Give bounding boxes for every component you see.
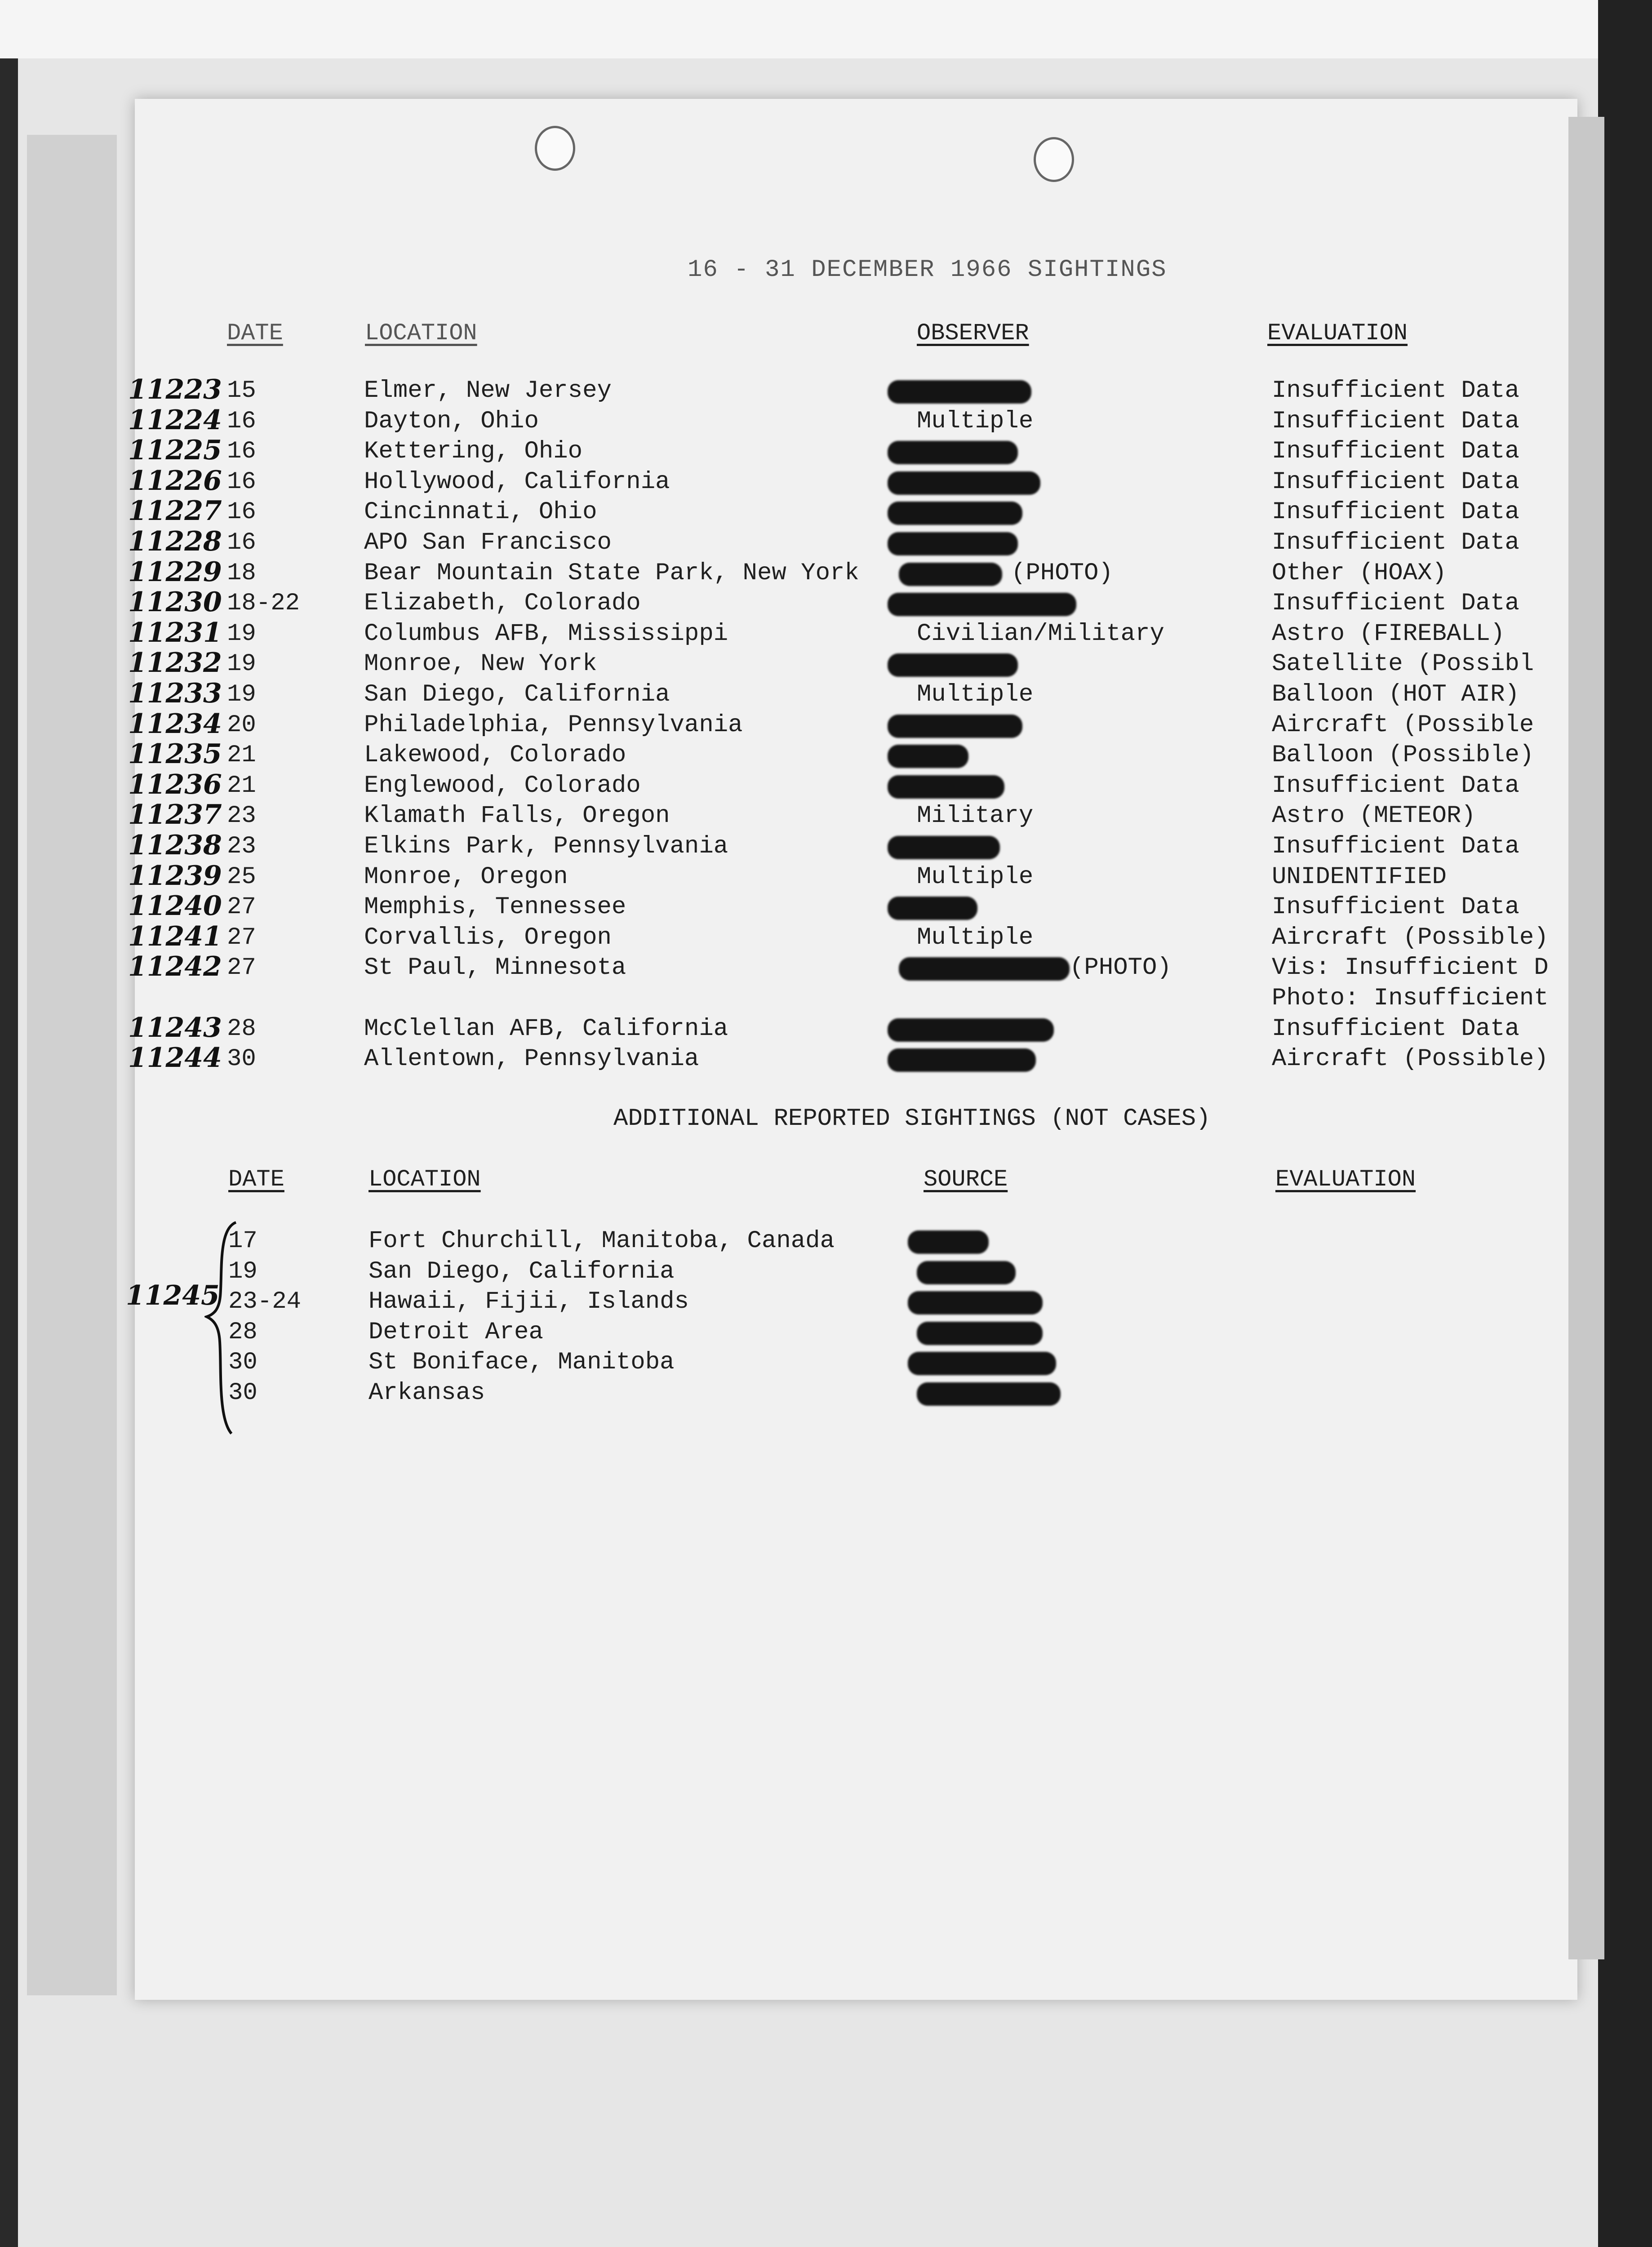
row-evaluation: Insufficient Data [1272, 1015, 1519, 1043]
redaction-block [908, 1352, 1056, 1375]
additional-row-date: 23-24 [228, 1288, 302, 1316]
handwritten-case-number: 11233 [128, 678, 222, 709]
handwritten-case-number: 11245 [126, 1280, 220, 1311]
handwritten-case-number: 11232 [128, 647, 222, 679]
redaction-block [888, 471, 1040, 495]
header-evaluation: EVALUATION [1267, 320, 1408, 346]
row-evaluation: Aircraft (Possible) [1272, 1045, 1549, 1073]
row-evaluation: UNIDENTIFIED [1272, 863, 1447, 891]
redaction-block [888, 380, 1031, 404]
additional-row-location: Arkansas [369, 1379, 485, 1407]
additional-row-date: 30 [228, 1379, 258, 1407]
row-observer: Multiple [917, 924, 1034, 951]
row-location: Bear Mountain State Park, New York [364, 559, 859, 587]
row-evaluation: Insufficient Data [1272, 590, 1519, 617]
row-date: 27 [227, 954, 256, 982]
row-evaluation: Balloon (Possible) [1272, 742, 1534, 769]
additional-row-location: St Boniface, Manitoba [369, 1349, 675, 1377]
row-evaluation: Insufficient Data [1272, 529, 1519, 556]
additional-row-date: 28 [228, 1318, 258, 1346]
redaction-block [888, 653, 1018, 677]
additional-row-date: 19 [228, 1257, 258, 1285]
handwritten-case-number: 11238 [128, 830, 222, 861]
redaction-block [917, 1382, 1061, 1406]
handwritten-case-number: 11237 [128, 799, 222, 831]
row-date: 19 [227, 650, 256, 678]
redaction-block [888, 502, 1022, 525]
page-shadow-right [1568, 117, 1604, 1959]
handwritten-case-number: 11241 [128, 920, 222, 952]
row-date: 21 [227, 772, 256, 799]
redaction-block [908, 1230, 989, 1254]
row-location: Hollywood, California [364, 468, 670, 496]
row-date: 16 [227, 407, 256, 435]
header-location: LOCATION [365, 320, 477, 346]
row-evaluation: Photo: Insufficient [1272, 985, 1549, 1012]
additional-row-location: Detroit Area [369, 1318, 543, 1346]
handwritten-case-number: 11229 [128, 556, 222, 588]
redaction-block [888, 532, 1018, 555]
row-location: Columbus AFB, Mississippi [364, 620, 728, 648]
row-date: 19 [227, 620, 256, 648]
handwritten-case-number: 11231 [128, 617, 222, 648]
redaction-block [888, 441, 1018, 464]
row-location: Englewood, Colorado [364, 772, 641, 799]
row-evaluation: Balloon (HOT AIR) [1272, 681, 1519, 708]
redaction-block [888, 1048, 1036, 1072]
row-location: APO San Francisco [364, 529, 612, 556]
film-border-right [1598, 0, 1652, 2247]
row-location: Monroe, New York [364, 650, 597, 678]
row-location: Klamath Falls, Oregon [364, 802, 670, 830]
redaction-block [888, 593, 1076, 616]
redaction-block [908, 1291, 1043, 1314]
row-evaluation: Insufficient Data [1272, 377, 1519, 404]
row-location: Elmer, New Jersey [364, 377, 612, 404]
additional-header-date: DATE [228, 1166, 284, 1193]
row-date: 18 [227, 559, 256, 587]
redaction-block [917, 1322, 1043, 1345]
row-date: 21 [227, 742, 256, 769]
row-date: 27 [227, 924, 256, 951]
additional-row-location: Fort Churchill, Manitoba, Canada [369, 1227, 835, 1255]
handwritten-case-number: 11239 [128, 860, 222, 892]
row-observer: Civilian/Military [917, 620, 1164, 648]
redaction-block [888, 715, 1022, 738]
row-location: Allentown, Pennsylvania [364, 1045, 699, 1073]
additional-header-location: LOCATION [369, 1166, 481, 1193]
row-date: 23 [227, 833, 256, 860]
punch-hole-right [1034, 137, 1074, 182]
row-evaluation: Satellite (Possibl [1272, 650, 1534, 678]
header-observer: OBSERVER [917, 320, 1029, 346]
handwritten-case-number: 11235 [128, 738, 222, 770]
row-date: 19 [227, 681, 256, 708]
handwritten-case-number: 11225 [128, 435, 222, 466]
row-observer: Multiple [917, 407, 1034, 435]
row-evaluation: Insufficient Data [1272, 498, 1519, 526]
row-location: Elkins Park, Pennsylvania [364, 833, 728, 860]
row-location: Dayton, Ohio [364, 407, 539, 435]
row-observer: Multiple [917, 863, 1034, 891]
row-date: 27 [227, 893, 256, 921]
handwritten-case-number: 11244 [128, 1042, 222, 1074]
redaction-block [888, 1018, 1054, 1042]
redaction-block [888, 897, 977, 920]
additional-row-date: 17 [228, 1227, 258, 1255]
handwritten-case-number: 11228 [128, 526, 222, 557]
row-location: St Paul, Minnesota [364, 954, 626, 982]
handwritten-brace [204, 1220, 240, 1436]
film-border-top [0, 0, 1652, 58]
row-observer: (PHOTO) [1011, 559, 1113, 587]
row-date: 16 [227, 498, 256, 526]
header-date: DATE [227, 320, 283, 346]
row-date: 30 [227, 1045, 256, 1073]
page-title: 16 - 31 DECEMBER 1966 SIGHTINGS [688, 256, 1167, 284]
row-observer: Military [917, 802, 1034, 830]
row-evaluation: Insufficient Data [1272, 407, 1519, 435]
film-border-left [0, 0, 18, 2247]
row-evaluation: Aircraft (Possible) [1272, 924, 1549, 951]
row-location: San Diego, California [364, 681, 670, 708]
redaction-block [917, 1261, 1016, 1284]
row-evaluation: Insufficient Data [1272, 468, 1519, 496]
handwritten-case-number: 11224 [128, 404, 222, 436]
page-shadow-left [27, 135, 117, 1995]
row-date: 25 [227, 863, 256, 891]
row-date: 28 [227, 1015, 256, 1043]
handwritten-case-number: 11230 [128, 586, 222, 618]
row-date: 16 [227, 468, 256, 496]
handwritten-case-number: 11236 [128, 768, 222, 800]
handwritten-case-number: 11243 [128, 1012, 222, 1044]
row-evaluation: Insufficient Data [1272, 833, 1519, 860]
row-evaluation: Astro (FIREBALL) [1272, 620, 1505, 648]
row-evaluation: Aircraft (Possible [1272, 711, 1534, 739]
row-evaluation: Other (HOAX) [1272, 559, 1447, 587]
row-location: Kettering, Ohio [364, 438, 583, 466]
row-evaluation: Insufficient Data [1272, 893, 1519, 921]
row-date: 20 [227, 711, 256, 739]
row-evaluation: Insufficient Data [1272, 772, 1519, 799]
row-evaluation: Insufficient Data [1272, 438, 1519, 466]
row-location: McClellan AFB, California [364, 1015, 728, 1043]
row-location: Elizabeth, Colorado [364, 590, 641, 617]
row-location: Monroe, Oregon [364, 863, 568, 891]
row-date: 16 [227, 529, 256, 556]
handwritten-case-number: 11240 [128, 890, 222, 922]
redaction-block [899, 957, 1070, 981]
row-evaluation: Vis: Insufficient D [1272, 954, 1549, 982]
additional-row-location: Hawaii, Fijii, Islands [369, 1288, 689, 1316]
additional-row-date: 30 [228, 1349, 258, 1377]
row-evaluation: Astro (METEOR) [1272, 802, 1476, 830]
row-observer: (PHOTO) [1070, 954, 1172, 982]
handwritten-case-number: 11242 [128, 951, 222, 983]
redaction-block [899, 563, 1002, 586]
row-date: 23 [227, 802, 256, 830]
punch-hole-left [535, 126, 575, 171]
additional-header-source: SOURCE [924, 1166, 1008, 1193]
additional-heading: ADDITIONAL REPORTED SIGHTINGS (NOT CASES) [613, 1105, 1211, 1132]
row-location: Lakewood, Colorado [364, 742, 626, 769]
additional-row-location: San Diego, California [369, 1257, 675, 1285]
row-location: Cincinnati, Ohio [364, 498, 597, 526]
redaction-block [888, 745, 968, 768]
row-location: Memphis, Tennessee [364, 893, 626, 921]
handwritten-case-number: 11227 [128, 495, 222, 527]
row-observer: Multiple [917, 681, 1034, 708]
row-date: 18-22 [227, 590, 300, 617]
redaction-block [888, 836, 1000, 859]
handwritten-case-number: 11226 [128, 465, 222, 497]
row-location: Corvallis, Oregon [364, 924, 612, 951]
row-location: Philadelphia, Pennsylvania [364, 711, 743, 739]
row-date: 15 [227, 377, 256, 404]
handwritten-case-number: 11223 [128, 374, 222, 405]
row-date: 16 [227, 438, 256, 466]
handwritten-case-number: 11234 [128, 708, 222, 740]
redaction-block [888, 775, 1004, 799]
additional-header-evaluation: EVALUATION [1275, 1166, 1416, 1193]
